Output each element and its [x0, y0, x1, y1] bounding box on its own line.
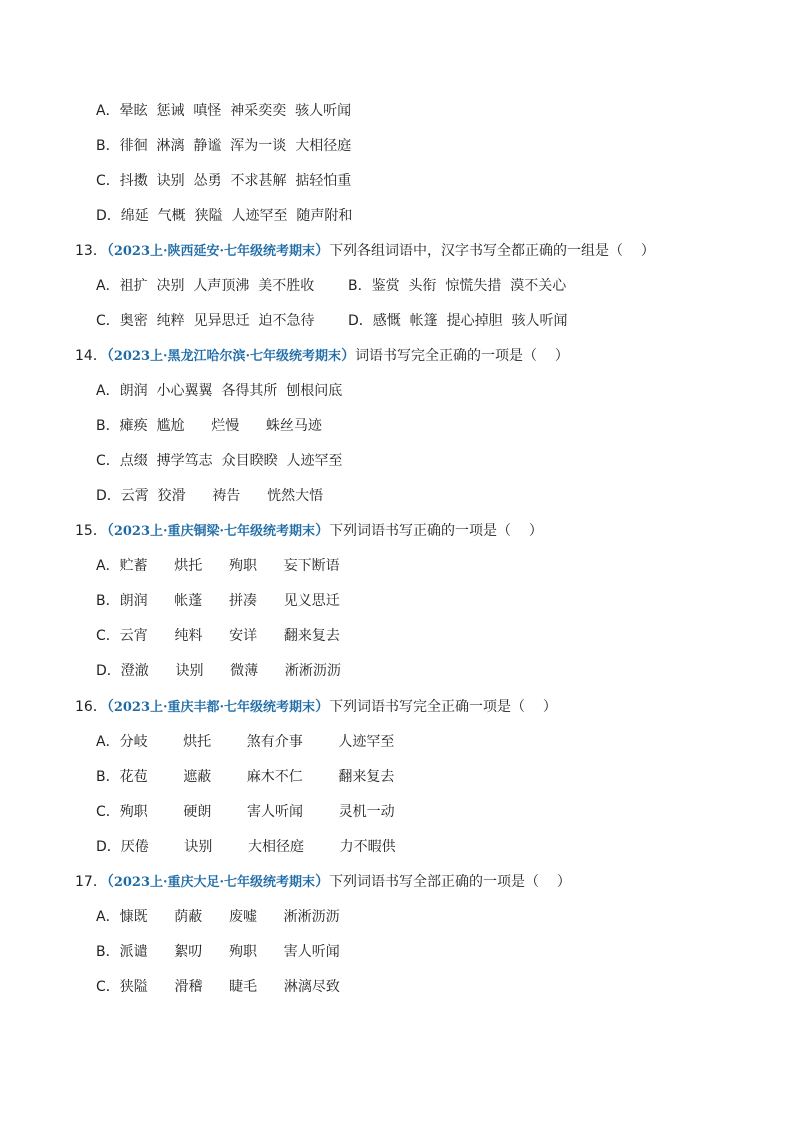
- question-text: 下列词语书写正确的一项是（ ）: [329, 523, 543, 539]
- q16-option-d: D．厌倦 诀别 大相径庭 力不暇供: [96, 839, 396, 855]
- q13-option-d: D．感慨 帐篷 提心掉胆 骇人听闻: [348, 313, 568, 329]
- question-text: 下列各组词语中，汉字书写全都正确的一组是（ ）: [329, 243, 655, 259]
- question-source: 2023上·重庆铜梁·七年级统考期末: [113, 524, 316, 539]
- q13-options-row-1: [96, 277, 696, 295]
- question-13-stem: 13．（2023上·陕西延安·七年级统考期末）下列各组词语中，汉字书写全都正确的一组是（ ）: [75, 243, 655, 259]
- q17-option-b: B．派谴 絮叨 殉职 害人听闻: [96, 944, 340, 960]
- q16-option-c: C．殉职 硬朗 害人听闻 灵机一动: [96, 804, 395, 820]
- question-number: 14．: [75, 348, 107, 364]
- q13-option-a: A．祖扩 决别 人声顶沸 美不胜收: [96, 278, 315, 294]
- question-source: 2023上·黑龙江哈尔滨·七年级统考期末: [113, 349, 342, 364]
- q12-option-b: B．徘徊 淋漓 静谧 浑为一谈 大相径庭: [96, 138, 352, 154]
- question-source: 2023上·重庆大足·七年级统考期末: [113, 875, 316, 890]
- question-16-stem: 16．（2023上·重庆丰都·七年级统考期末）下列词语书写完全正确一项是（ ）: [75, 699, 557, 715]
- question-14-stem: 14．（2023上·黑龙江哈尔滨·七年级统考期末）词语书写完全正确的一项是（ ）: [75, 348, 569, 364]
- q14-option-d: D．云霄 狡滑 祷告 恍然大悟: [96, 488, 324, 504]
- q16-option-b: B．花苞 遮蔽 麻木不仁 翻来复去: [96, 769, 395, 785]
- question-text: 词语书写完全正确的一项是（ ）: [355, 348, 569, 364]
- q14-option-b: B．瘫痪 尴尬 烂慢 蛛丝马迹: [96, 418, 322, 434]
- q15-option-d: D．澄澈 诀别 微薄 淅淅沥沥: [96, 663, 341, 679]
- q13-option-c: C．奥密 纯粹 见异思迁 迫不急待: [96, 313, 315, 329]
- q13-option-b: B．鉴赏 头衔 惊慌失措 漠不关心: [348, 278, 567, 294]
- q14-option-c: C．点缀 搏学笃志 众目睽睽 人迹罕至: [96, 453, 343, 469]
- q14-option-a: A．朗润 小心翼翼 各得其所 刨根问底: [96, 383, 343, 399]
- q15-option-a: A．贮蓄 烘托 殉职 妄下断语: [96, 558, 340, 574]
- question-text: 下列词语书写完全正确一项是（ ）: [329, 699, 557, 715]
- q12-option-c: C．抖擞 诀别 怂勇 不求甚解 掂轻怕重: [96, 173, 352, 189]
- q16-option-a: A．分岐 烘托 煞有介事 人迹罕至: [96, 734, 395, 750]
- q15-option-c: C．云宵 纯料 安详 翻来复去: [96, 628, 340, 644]
- question-15-stem: 15．（2023上·重庆铜梁·七年级统考期末）下列词语书写正确的一项是（ ）: [75, 523, 543, 539]
- q17-option-a: A．慷既 荫蔽 废嘘 淅淅沥沥: [96, 909, 340, 925]
- question-17-stem: 17．（2023上·重庆大足·七年级统考期末）下列词语书写全部正确的一项是（ ）: [75, 874, 571, 890]
- q13-options-row-2: [96, 312, 696, 330]
- q17-option-c: C．狭隘 滑稽 睫毛 淋漓尽致: [96, 979, 340, 995]
- q12-option-d: D．绵延 气概 狭隘 人迹罕至 随声附和: [96, 208, 353, 224]
- question-source: 2023上·重庆丰都·七年级统考期末: [113, 700, 316, 715]
- q12-option-a: A．晕眩 惩诫 嗔怪 神采奕奕 骇人听闻: [96, 103, 352, 119]
- question-number: 16．: [75, 699, 107, 715]
- question-text: 下列词语书写全部正确的一项是（ ）: [329, 874, 571, 890]
- question-number: 17．: [75, 874, 107, 890]
- question-number: 13．: [75, 243, 107, 259]
- question-number: 15．: [75, 523, 107, 539]
- q15-option-b: B．朗润 帐蓬 拼凑 见义思迁: [96, 593, 340, 609]
- question-source: 2023上·陕西延安·七年级统考期末: [113, 244, 316, 259]
